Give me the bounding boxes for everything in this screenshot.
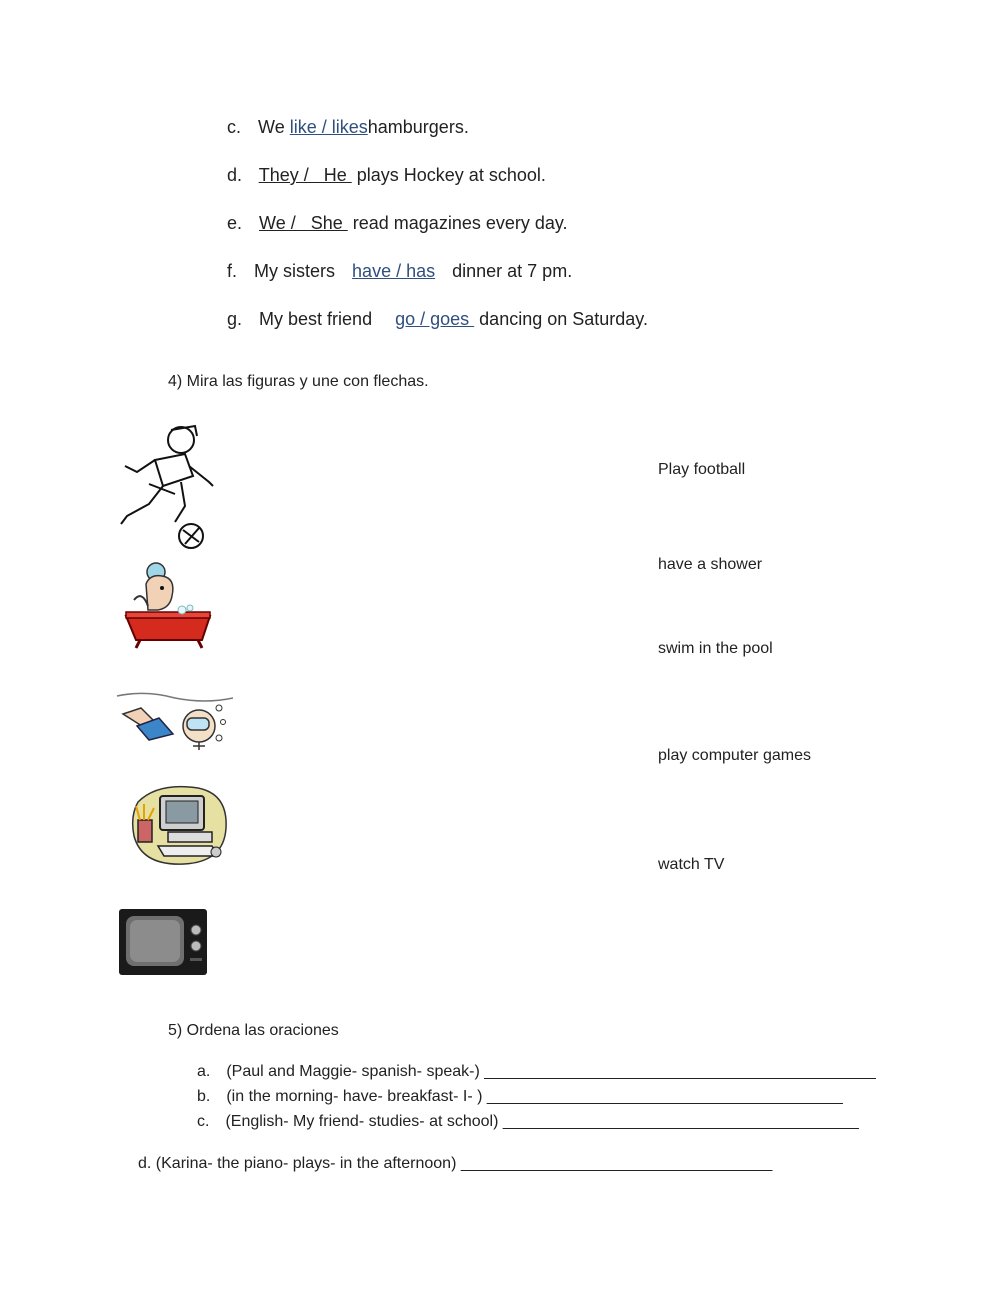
item-f: f. My sisters have / has dinner at 7 pm. <box>227 261 573 281</box>
answer-line-c[interactable]: (English- My friend- studies- at school) ________________________________________ <box>225 1113 859 1130</box>
order-item-c: c. (English- My friend- studies- at school) ________________________________________ <box>197 1113 859 1130</box>
football-player-icon <box>115 420 215 552</box>
item-g: g. My best friend go / goes dancing on Saturday. <box>227 309 648 329</box>
answer-line-b[interactable]: (in the morning- have- breakfast- I- ) ________________________________________ <box>226 1088 843 1105</box>
section5-title: 5) Ordena las oraciones <box>168 1022 339 1039</box>
answer-line-a[interactable]: (Paul and Maggie- spanish- speak-) ____________________________________________ <box>226 1063 876 1080</box>
choice-have-has[interactable]: have / has <box>352 261 436 281</box>
swimmer-icon <box>115 688 235 752</box>
label-watch-tv[interactable]: watch TV <box>658 856 725 873</box>
choice-like-likes[interactable]: like / likes <box>289 117 368 137</box>
bathtub-icon <box>122 560 214 652</box>
television-icon <box>118 908 208 976</box>
choice-we-she[interactable]: We / She <box>259 213 348 233</box>
item-c: c. We like / likeshamburgers. <box>227 117 469 137</box>
section4-title: 4) Mira las figuras y une con flechas. <box>168 373 429 390</box>
item-e: e. We / She read magazines every day. <box>227 213 568 233</box>
label-play-football[interactable]: Play football <box>658 461 746 478</box>
computer-icon <box>128 782 232 868</box>
choice-they-he[interactable]: They / He <box>258 165 352 185</box>
label-have-a-shower[interactable]: have a shower <box>658 556 763 573</box>
order-item-b: b. (in the morning- have- breakfast- I- ) ________________________________________ <box>197 1088 843 1105</box>
order-item-a: a. (Paul and Maggie- spanish- speak-) ____________________________________________ <box>197 1063 876 1080</box>
choice-go-goes[interactable]: go / goes <box>395 309 475 329</box>
label-swim-in-the-pool[interactable]: swim in the pool <box>658 640 773 657</box>
order-item-d[interactable]: d. (Karina- the piano- plays- in the afternoon) ___________________________________ <box>138 1155 773 1172</box>
item-d: d. They / He plays Hockey at school. <box>227 165 546 185</box>
label-play-computer-games[interactable]: play computer games <box>658 747 811 764</box>
